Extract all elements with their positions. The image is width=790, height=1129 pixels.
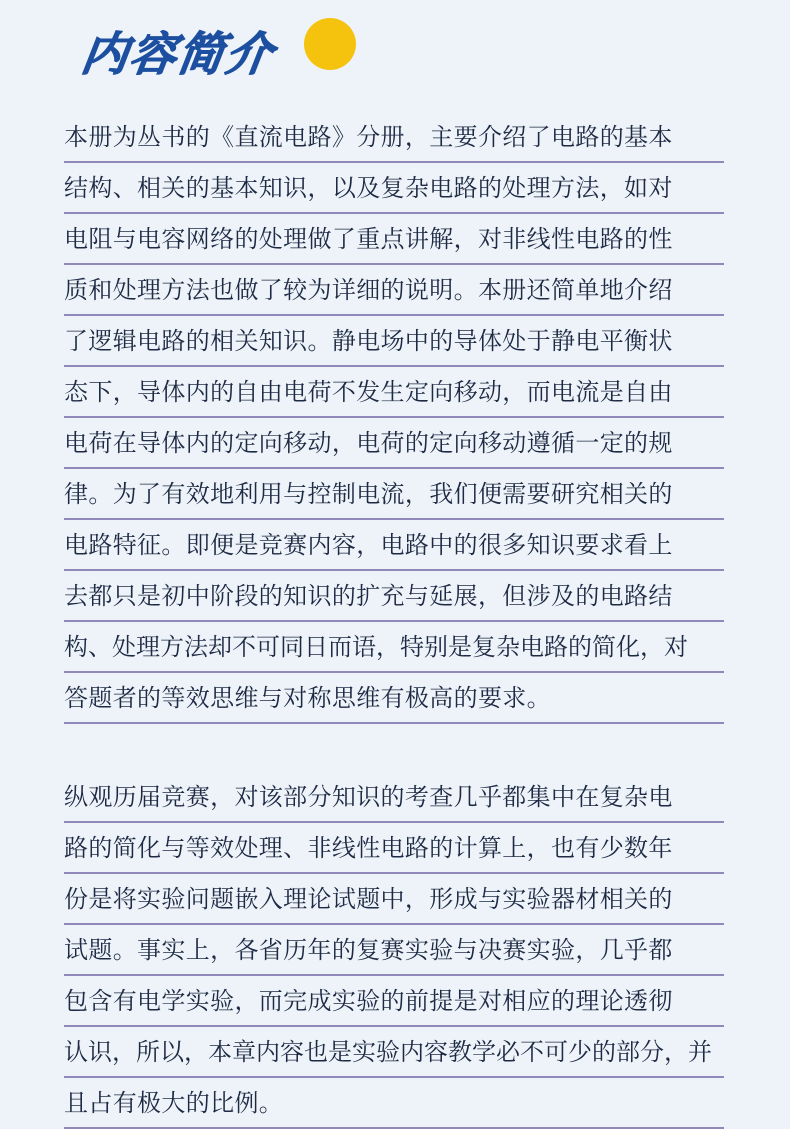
text-line: 且占有极大的比例。 xyxy=(64,1078,724,1129)
text-line: 纵观历届竞赛，对该部分知识的考查几乎都集中在复杂电 xyxy=(64,772,724,823)
text-line: 律。为了有效地利用与控制电流，我们便需要研究相关的 xyxy=(64,469,724,520)
text-line: 了逻辑电路的相关知识。静电场中的导体处于静电平衡状 xyxy=(64,316,724,367)
text-line: 包含有电学实验，而完成实验的前提是对相应的理论透彻 xyxy=(64,976,724,1027)
text-line: 本册为丛书的《直流电路》分册，主要介绍了电路的基本 xyxy=(64,112,724,163)
text-line: 答题者的等效思维与对称思维有极高的要求。 xyxy=(64,673,724,724)
section-title: 内容简介 xyxy=(78,27,278,81)
text-line: 路的简化与等效处理、非线性电路的计算上，也有少数年 xyxy=(64,823,724,874)
text-line: 电荷在导体内的定向移动，电荷的定向移动遵循一定的规 xyxy=(64,418,724,469)
text-line: 份是将实验问题嵌入理论试题中，形成与实验器材相关的 xyxy=(64,874,724,925)
text-line: 去都只是初中阶段的知识的扩充与延展，但涉及的电路结 xyxy=(64,571,724,622)
yellow-circle-decoration xyxy=(304,18,356,70)
paragraph-competition xyxy=(64,772,724,1129)
text-line: 电路特征。即便是竞赛内容，电路中的很多知识要求看上 xyxy=(64,520,724,571)
text-line: 结构、相关的基本知识，以及复杂电路的处理方法，如对 xyxy=(64,163,724,214)
text-line: 电阻与电容网络的处理做了重点讲解，对非线性电路的性 xyxy=(64,214,724,265)
text-line: 质和处理方法也做了较为详细的说明。本册还简单地介绍 xyxy=(64,265,724,316)
section-heading xyxy=(78,18,278,88)
text-line: 试题。事实上，各省历年的复赛实验与决赛实验，几乎都 xyxy=(64,925,724,976)
text-line: 态下，导体内的自由电荷不发生定向移动，而电流是自由 xyxy=(64,367,724,418)
text-line: 构、处理方法却不可同日而语，特别是复杂电路的简化，对 xyxy=(64,622,724,673)
paragraph-intro xyxy=(64,112,724,724)
text-line: 认识，所以，本章内容也是实验内容教学必不可少的部分，并 xyxy=(64,1027,724,1078)
